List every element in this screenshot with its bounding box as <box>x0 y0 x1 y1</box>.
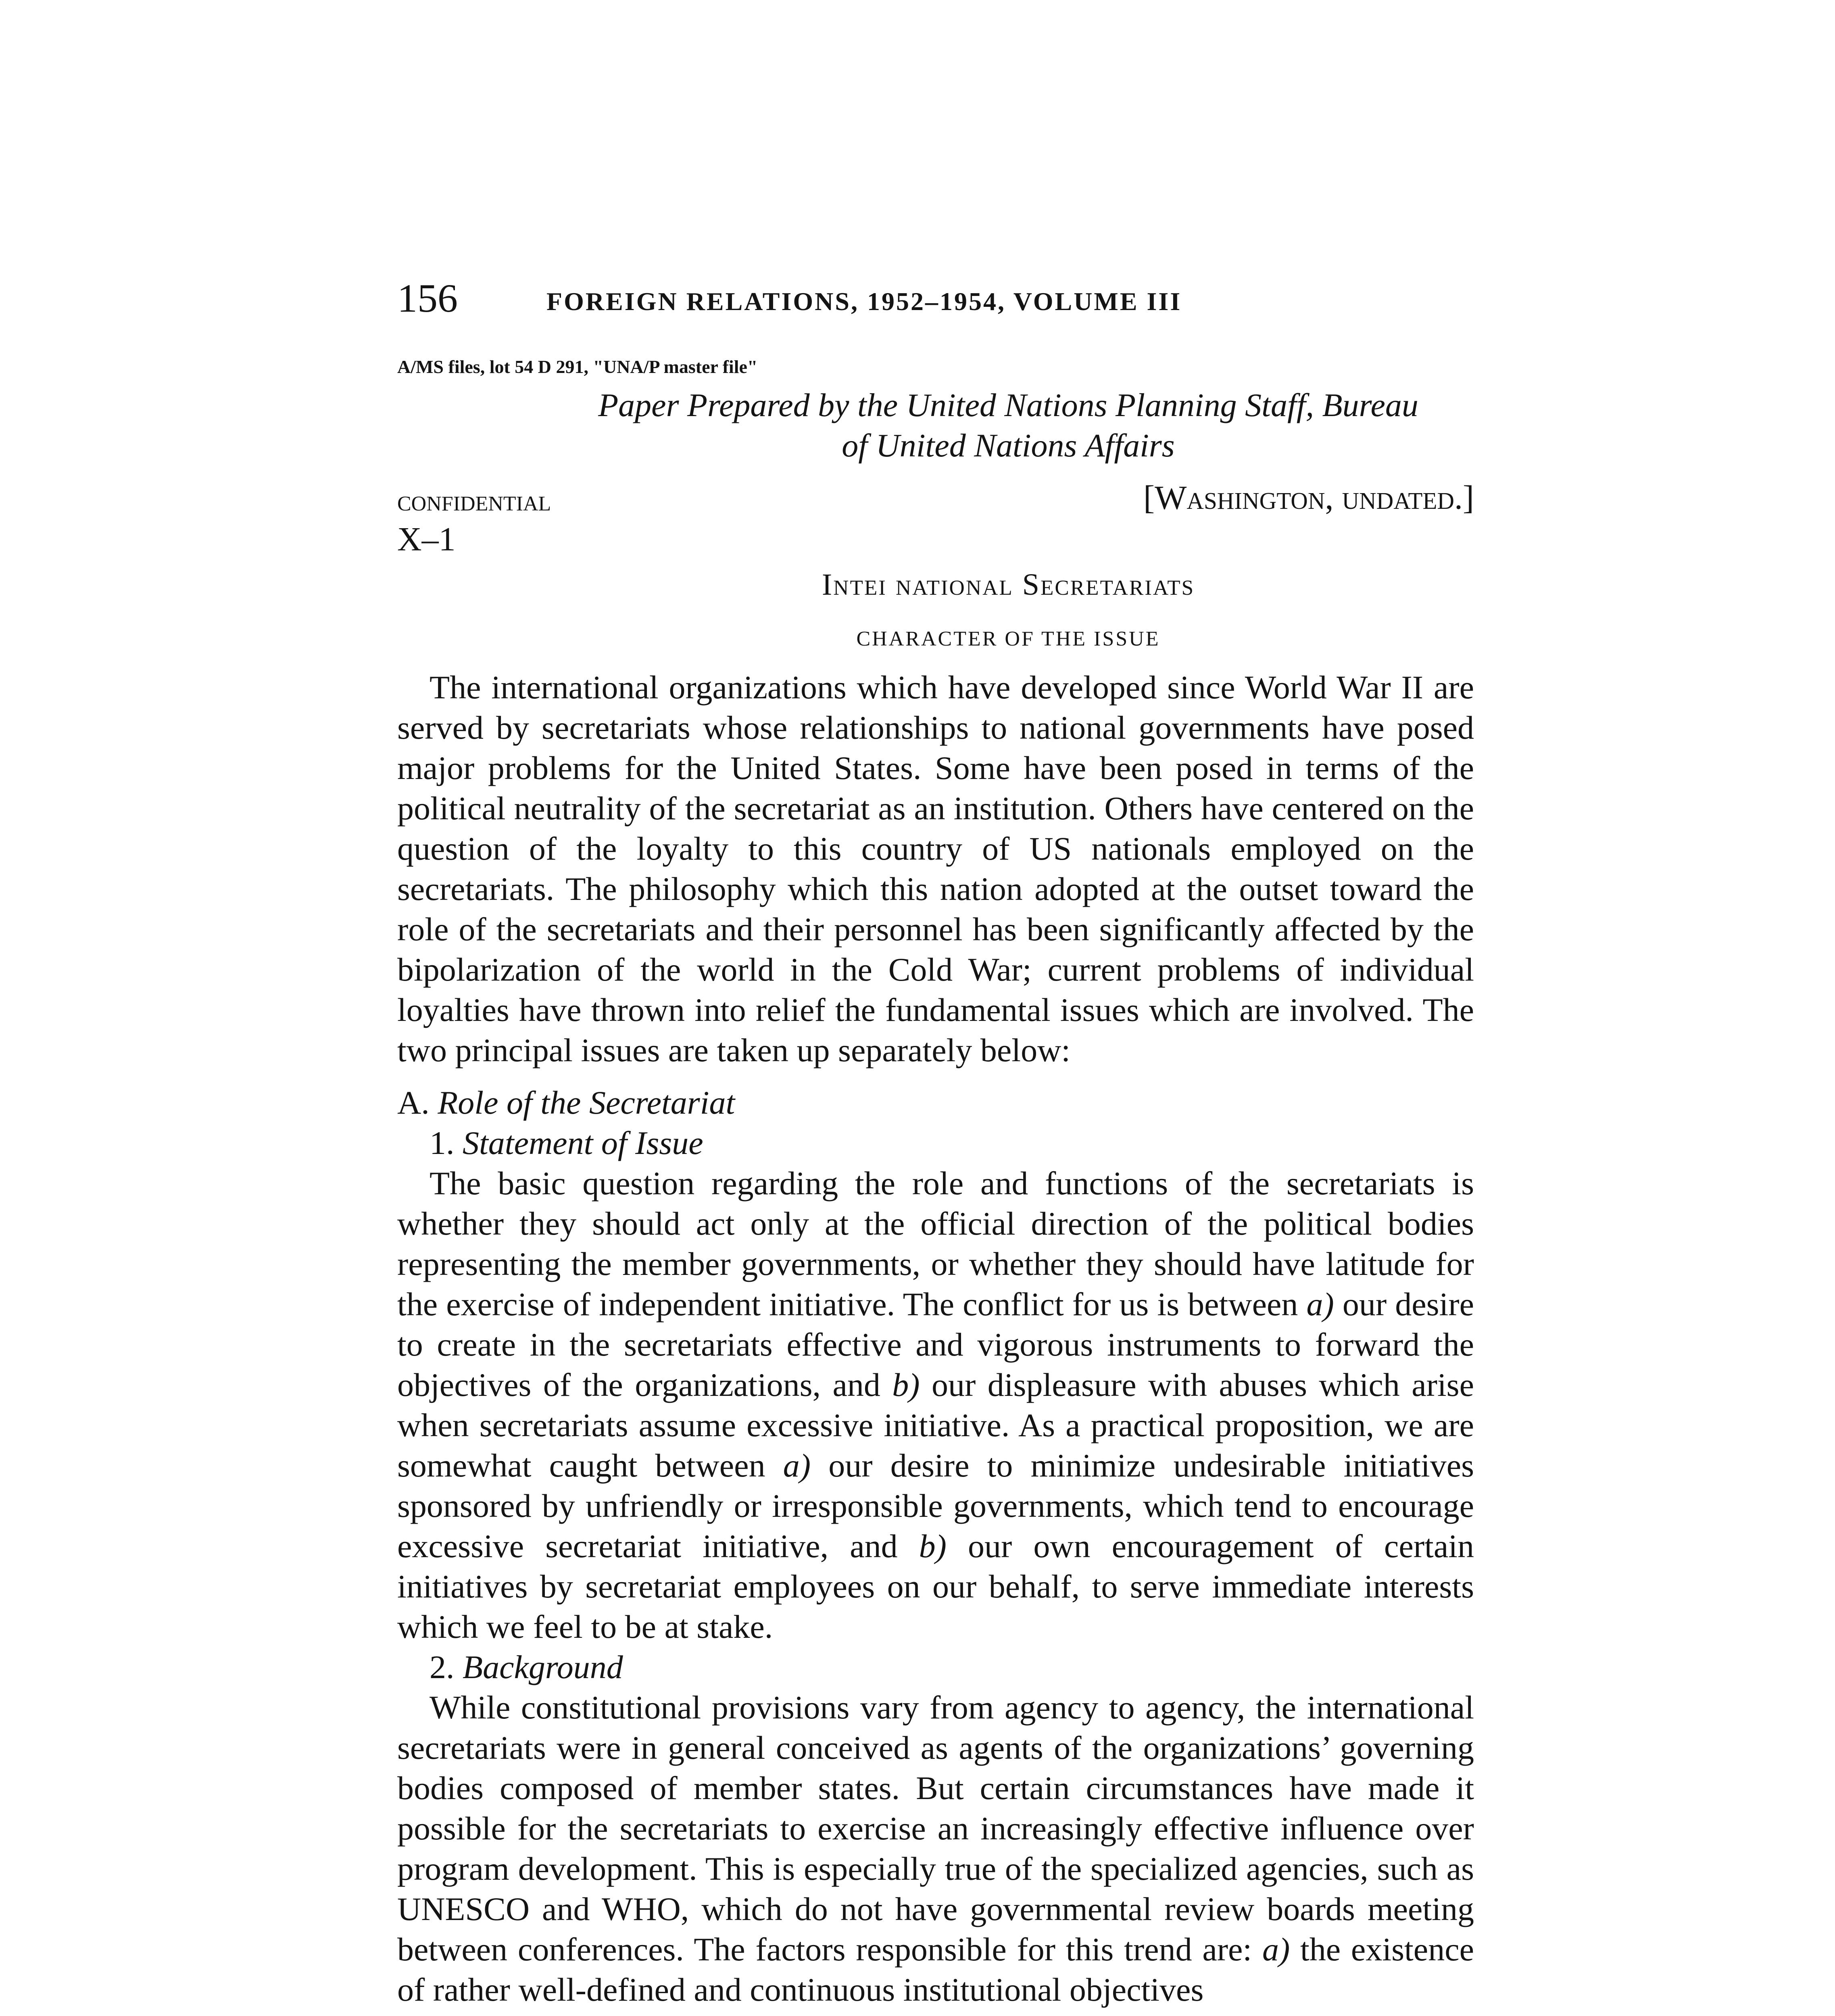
running-title: FOREIGN RELATIONS, 1952–1954, VOLUME III <box>546 287 1182 316</box>
heading-role-of-secretariat <box>397 1083 1474 1123</box>
background-paragraph <box>397 1687 1474 2010</box>
document-title-line-2: of United Nations Affairs <box>842 427 1175 464</box>
text-run: our own encouragement of certain initiatives by secretariat employees on our behalf, to serve immediate interests which we feel to be at stake. <box>397 1528 1474 1645</box>
text-run: our desire to create in the secretariats effective and vigorous instruments to forward the objectives of the organizations, and <box>397 1286 1474 1403</box>
list-marker: b) <box>892 1366 920 1403</box>
classification-label: CONFIDENTIAL <box>397 492 551 515</box>
text-run: our desire to minimize undesirable initiatives sponsored by unfriendly or irresponsible governments, which tend to encourage excessive secretariat initiative, and <box>397 1447 1474 1564</box>
heading-prefix: A. <box>397 1084 430 1121</box>
document-title-line-1: Paper Prepared by the United Nations Planning Staff, Bureau <box>598 387 1418 423</box>
list-marker: a) <box>1262 1931 1290 1968</box>
section-subtitle: CHARACTER OF THE ISSUE <box>856 627 1160 650</box>
subheading-number: 2. <box>430 1649 455 1685</box>
subheading-title: Statement of Issue <box>463 1125 703 1161</box>
statement-paragraph <box>397 1163 1474 1647</box>
text-run: While constitutional provisions vary from agency to agency, the international secretariats were in general conceived as agents of the organizations’ governing bodies composed of member states. But certain circumstances have made it possible for the secretariats to exercise an increasingly effective influence over program development. This is especially true of the specialized agencies, such as UNESCO and WHO, which do not have governmental review boards meeting between conferences. The factors responsible for this trend are: <box>397 1689 1474 1968</box>
text-run: The basic question regarding the role and functions of the secretariats is whether they should act only at the official direction of the political bodies representing the member governments, or whether they should have latitude for the exercise of independent initiative. The conflict for us is between <box>397 1165 1474 1322</box>
page-number: 156 <box>397 276 458 321</box>
dateline: [Washington, undated.] <box>1143 479 1474 516</box>
text-run: our displeasure with abuses which arise when secretariats assume excessive initiative. As a practical proposition, we are somewhat caught between <box>397 1366 1474 1484</box>
subheading-number: 1. <box>430 1125 455 1161</box>
subheading-background <box>397 1647 1474 1687</box>
list-marker: a) <box>1306 1286 1334 1322</box>
section-title: Intei national Secretariats <box>822 568 1195 602</box>
intro-paragraph: The international organizations which have developed since World War II are served by secretariats whose relationships to national governments have posed major problems for the United States. Some have been posed in terms of the political neutrality of the secretariat as an institution. Others have centered on the question of the loyalty to this country of US nationals employed on the secretariats. The philosophy which this nation adopted at the outset toward the role of the secretariats and their personnel has been significantly affected by the bipolarization of the world in the Cold War; current problems of individual loyalties have thrown into relief the fundamental issues which are involved. The two principal issues are taken up separately below: <box>397 669 1474 1068</box>
source-note: A/MS files, lot 54 D 291, "UNA/P master file" <box>397 356 758 377</box>
document-title <box>403 385 1613 466</box>
heading-title: Role of the Secretariat <box>438 1084 735 1121</box>
subheading-statement-of-issue <box>397 1123 1474 1163</box>
text-run: the existence of rather well-defined and continuous institutional objectives <box>397 1931 1474 2008</box>
list-marker: a) <box>783 1447 811 1484</box>
document-number: X–1 <box>397 521 456 558</box>
body-text <box>397 667 1474 2010</box>
subheading-title: Background <box>463 1649 623 1685</box>
running-head <box>397 274 1768 323</box>
list-marker: b) <box>919 1528 947 1564</box>
